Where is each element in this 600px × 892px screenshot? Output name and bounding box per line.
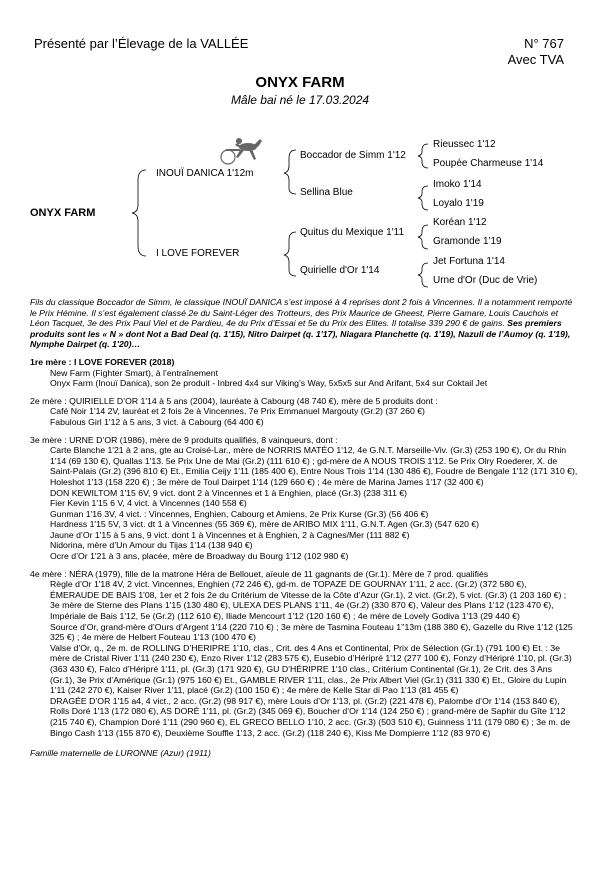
pedigree-sdd: Loyalo 1'19 [433, 198, 484, 209]
mother3-line: Jaune d’Or 1'15 à 5 ans, 9 vict. dont 1 à Vincennes et à Enghien, 2 à Cagnes/Mer (111 882 €) [50, 529, 410, 540]
pedigree-dss: Koréan 1'12 [433, 217, 487, 228]
mother1-line: Onyx Farm (Inouï Danica), son 2e produit - Inbred 4x4 sur Viking’s Way, 5x5x5 sur And Arifant, 5x4 sur Coktail Jet [50, 378, 488, 389]
maternal-family-footer: Famille maternelle de LURONNE (Azur) (1911) [30, 748, 211, 759]
mother3-heading: 3e mère : URNE D’OR (1986), mère de 9 produits qualifiés, 8 vainqueurs, dont : [30, 434, 338, 445]
mother4-line: Source d’Or, grand-mère d’Ours d’Argent 1'14 (220 710 €) ; 3e mère de Tasmina Fouteau 1''13m (188 380 €), Gazelle du Rive 1'12 (125 325 €) ; 4e mère de Helbert Fouteau 1'13 (100 470 €) [50, 621, 573, 643]
mother3-line: Gunman 1'16 3V, 4 vict. : Vincennes, Enghien, Cabourg et Amiens, 2e Prix Kurse (Gr.3) (56 406 €) [50, 508, 429, 519]
pedigree-sss: Rieussec 1'12 [433, 139, 496, 150]
mother1-heading: 1re mère : I LOVE FOREVER (2018) [30, 356, 175, 367]
lot-number: N° 767 [524, 36, 564, 51]
mother3-line: Fier Kevin 1'15 6 V, 4 vict. à Vincennes (140 558 €) [50, 498, 247, 509]
pedigree-dsd: Gramonde 1'19 [433, 236, 502, 247]
mother2-heading: 2e mère : QUIRIELLE D’OR 1'14 à 5 ans (2004), lauréate à Cabourg (48 740 €), mère de 5 produits dont : [30, 395, 438, 406]
mother4-line: Règle d’Or 1'18 4V, 2 vict. Vincennes, Enghien (72 246 €), gd-m. de TOPAZE DE GOURNAY 1'11, 2 acc. (Gr.2) (372 580 €), ÉMERAUDE DE BAIS 1'08, 1er et 2 fois 2e du Critérium de Vitesse de la Côte d’Azur (Gr.1), 2 vict. (Gr.2), 5 vict. (Gr.3) (1 203 160 €) ; 3e mère de Sterne des Plans 1'15 (130 480 €), ULEXA DES PLANS 1'11, 4e (Gr.2) (330 870 €), Valeur des Plans 1'12 (123 470 €), Impériale de Bais 1'12, 5e (Gr.2) (112 610 €), Iliade Mencourt 1'12 (120 160 €) ; 4e mère de Lovely Godiva 1'13 (29 440 €) [50, 579, 567, 622]
catalogue-body [30, 297, 578, 759]
pedigree-ssd: Poupée Charmeuse 1'14 [433, 158, 544, 169]
pedigree-dam: I LOVE FOREVER [156, 248, 240, 259]
mother3-line: Carte Blanche 1'21 à 2 ans, gte au Croisé-Lar., mère de NORRIS MATÉO 1'12, 4e G.N.T. Marseille-Viv. (Gr.3) (253 190 €), Or du Rhin 1'14 (69 130 €), Quallas 1'13. 5e Prix Une de Mai (Gr.2) (111 610 €) ; gd-mère de A NOUS TROIS 1'12. 5e Prix Olry Roederer, X. de Saint-Palais (Gr.2) (396 810 €) Et., Emilia Ceijy 1'11 (185 400 €), Entre Nous Trois 1'14 (130 486 €), Foudre de Bengale 1'12 (171 310 €), Holeshot 1'13 (158 220 €) ; 3e mère de Toul Dairpet 1'14 (129 660 €) ; 4e mère de Marina James 1'17 (32 400 €) [50, 445, 578, 487]
mother3-line: DON KEWILTOM 1'15 6V, 9 vict. dont 2 à Vincennes et 1 à Enghien, placé (Gr.3) (238 311 €) [50, 487, 408, 498]
mother3-line: Hardness 1'15 5V, 3 vict. dt 1 à Vincennes (55 369 €), mère de ARIBO MIX 1'11, G.N.T. Agen (Gr.3) (547 620 €) [50, 519, 480, 530]
mother1-line: New Farm (Fighter Smart), à l’entraînement [50, 367, 219, 378]
mother2-line: Café Noir 1'14 2V, lauréat et 2 fois 2e à Vincennes, 7e Prix Emmanuel Margouty (Gr.2) (37 260 €) [50, 406, 425, 417]
mother2-line: Fabulous Girl 1'12 à 5 ans, 3 vict. à Cabourg (64 400 €) [50, 416, 264, 427]
pedigree-dam-dam: Quirielle d'Or 1'14 [300, 265, 380, 276]
mother4-line: DRAGÉE D’OR 1'15 a4, 4 vict., 2 acc. (Gr.2) (98 917 €), mère Louis d’Or 1'13, pl. (Gr.2) (221 478 €), Palombe d’Or 1'14 (153 840 €), Rolls Doré 1'13 (172 080 €), AS DORÉ 1'11, pl. (Gr.2) (345 069 €), Boucher d’Or 1'14 (124 250 €) ; grand-mère de Saphir du Gîte 1'12 (215 740 €), Champion Doré 1'11 (290 960 €), EL GRECO BELLO 1'10, 2 acc. (Gr.3) (503 510 €), Guinness 1'11 (179 080 €) ; 3e m. de Bingo Cash 1'13 (155 870 €), Deuxième Souffle 1'13, 2 acc. (Gr.2) (118 240 €), Kiss Me Dompierre 1'12 (83 970 €) [50, 695, 571, 738]
intro-paragraph: Fils du classique Boccador de Simm, le classique INOUÏ DANICA s’est imposé à 4 reprises dont 2 fois à Vincennes. Il a notamment remporté le Prix Hémine. Il s’est également classé 2e du Saint-Léger des Trotteurs, des Prix Maurice de Gheest, Pierre Gamare, Louis Cauchois et Léon Tacquet, 3e des Prix Paul Viel et de Pardieu, 4e du Prix d’Essai et 5e du Prix des Elites. Il totalise 339 290 € de gains. Ses premiers produits sont les « N » dont Not a Bad Deal (q. 1'15), Nitro Dairpet (q. 1'17), Niagara Planchette (q. 1'19), Nazuli de l’Aumoy (q. 1'19), Nymphe Dairpet (q. 1'20)… [30, 297, 573, 350]
page-subtitle: Mâle bai né le 17.03.2024 [230, 93, 370, 107]
pedigree-dam-sire: Quitus du Mexique 1'11 [300, 227, 405, 238]
presenter: Présenté par l’Élevage de la VALLÉE [34, 36, 249, 51]
vat-label: Avec TVA [507, 52, 564, 67]
pedigree-sds: Imoko 1'14 [433, 179, 482, 190]
trotting-horse-logo-icon [218, 135, 264, 167]
page-title: ONYX FARM [255, 74, 345, 91]
mother4-line: Valse d’Or, q., 2e m. de ROLLING D’HERIPRE 1'10, clas., Crit. des 4 Ans et Continental, Prix de Sélection (Gr.1) (791 100 €) Et. : 3e mère de Cristal River 1'11 (240 230 €), Enzo River 1'12 (283 575 €), Eusebio d’Héripré 1'12 (277 100 €), Fonzy d’Héripré 1'10, pl. (Gr.3) (363 430 €), Falco d’Héripré 1'11, pl. (Gr.3) (171 920 €), GU D’HÉRIPRE 1'10 clas., Critérium Continental (Gr.1), 2e Crit. des 3 Ans (Gr.1), 3e Prix d’Amérique (Gr.1) (975 160 €) Et., GAMBLE RIVER 1'11, clas., 2e Prix Albert Viel (Gr.1) (311 330 €) Et., Gloire du Lupin 1'11 (242 270 €), Kaiser River 1'11, placé (Gr.2) (100 150 €) ; 4e mère de Kelle Star di Pao 1'13 (81 455 €) [50, 642, 572, 696]
pedigree-dds: Jet Fortuna 1'14 [433, 256, 505, 267]
pedigree-sire-dam: Sellina Blue [300, 187, 353, 198]
mother4-heading: 4e mère : NÉRA (1979), fille de la matrone Héra de Bellouet, aïeule de 11 gagnants de (Gr.1). Mère de 7 prod. qualifiés [30, 568, 489, 579]
pedigree-sire-sire: Boccador de Simm 1'12 [300, 150, 406, 161]
mother3-line: Nidorina, mère d’Un Amour du Tijas 1'14 (138 940 €) [50, 540, 253, 551]
pedigree-sire: INOUÏ DANICA 1'12m [156, 168, 254, 179]
lot-info [508, 36, 564, 68]
pedigree-ddd: Urne d'Or (Duc de Vrie) [433, 275, 538, 286]
mother3-line: Ocre d’Or 1'21 à 3 ans, placée, mère de Broadway du Bourg 1'12 (102 980 €) [50, 551, 349, 562]
pedigree-horse: ONYX FARM [30, 207, 96, 219]
